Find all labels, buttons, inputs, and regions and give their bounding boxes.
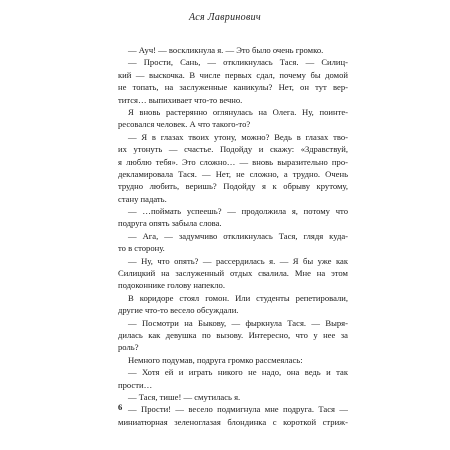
text-line: миниатюрная зеленоглазая блондинка с короткой стриж- [118, 416, 348, 427]
text-line: то в сторону. [118, 243, 165, 254]
text-line: Немного подумав, подруга громко рассмеялась: [128, 354, 303, 365]
text-line: — Тася, тише! — смутилась я. [128, 391, 241, 402]
text-line: подоконнике голову напекло. [118, 280, 225, 291]
text-line: — Прости, Сань, — откликнулась Тася. — Силиц- [128, 57, 348, 68]
text-line: Я вновь растерянно оглянулась на Олега. Ну, поинте- [128, 106, 348, 117]
text-line: кий — выскочка. В числе первых сдал, почему бы домой [118, 69, 348, 80]
text-line: трудно любить, веришь? Подойду я к обрыву крутому, [118, 181, 348, 192]
text-line: ресовался человек. А что такого-то? [118, 119, 251, 130]
text-line: — Хотя ей и играть никого не надо, она ведь и так [128, 367, 348, 378]
text-line: декламировала Тася. — Нет, не сложно, а трудно. Очень [118, 168, 348, 179]
text-line: стану падать. [118, 193, 167, 204]
text-line: роль? [118, 342, 139, 353]
text-line: — Ага, — задумчиво откликнулась Тася, глядя куда- [128, 230, 348, 241]
text-line: — Прости! — весело подмигнула мне подруга. Тася — [128, 404, 348, 415]
text-line: дилась как девушка по вызову. Интересно, что у нее за [118, 329, 348, 340]
running-head: Ася Лавринович [189, 12, 261, 23]
text-line: — …поймать успеешь? — продолжила я, потому что [128, 206, 348, 217]
page-number: 6 [118, 402, 123, 412]
text-line: — Ну, что опять? — рассердилась я. — Я бы уже как [128, 255, 348, 266]
text-line: Силицкий на заслуженный отдых свалила. Мне на этом [118, 268, 348, 279]
body-text [118, 44, 348, 428]
text-line: — Посмотри на Быкову, — фыркнула Тася. — Выря- [128, 317, 348, 328]
text-line: подруга опять забыла слова. [118, 218, 222, 229]
text-line: другие что-то весело обсуждали. [118, 305, 239, 316]
text-line: не топать, на заслуженные каникулы? Нет, он тут вер- [118, 82, 348, 93]
text-line: В коридоре стоял гомон. Или студенты репетировали, [128, 292, 348, 303]
text-line: прости… [118, 379, 153, 390]
text-line: — Ауч! — воскликнула я. — Это было очень громко. [128, 45, 324, 55]
text-line: их утонуть — счастье. Подойду и скажу: «Здравствуй, [118, 144, 348, 155]
text-line: я люблю тебя». Это сложно… — вновь выразительно про- [118, 156, 348, 167]
text-line: тится… выпихивает что-то вечно. [118, 94, 243, 105]
text-line: — Я в глазах твоих утону, можно? Ведь в глазах тво- [128, 131, 348, 142]
